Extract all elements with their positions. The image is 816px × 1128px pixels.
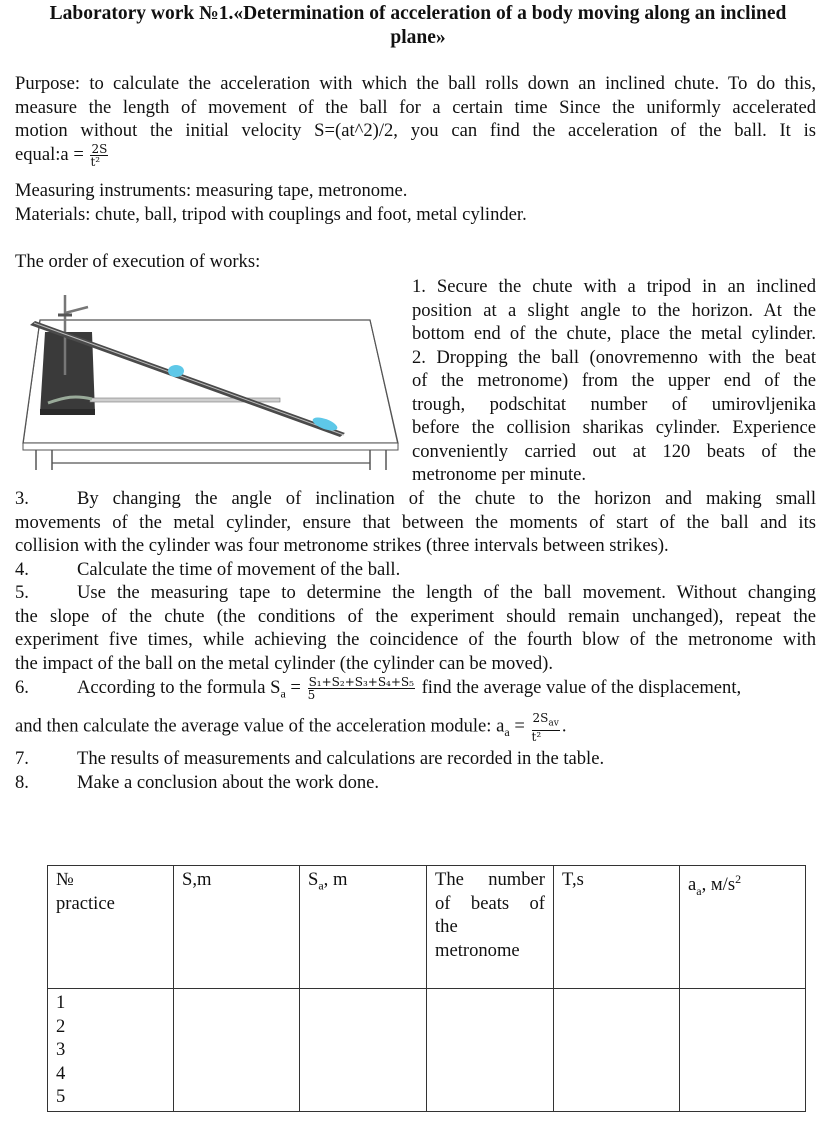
step-5-line-3: experiment five times, while achieving the coincidence of the fourth blow of the metronome with (15, 629, 816, 650)
step-5-line-1 (15, 581, 816, 605)
formula-denominator: t² (90, 154, 101, 169)
step-1-line-1: 1. Secure the chute with a tripod in an inclined (412, 276, 816, 297)
step-6-line-2-text: and then calculate the average value of the acceleration module: a (15, 715, 505, 737)
step-8-line (15, 771, 816, 795)
step-6-suffix: find the average value of the displacement, (416, 677, 742, 698)
header-t: T,s (554, 866, 680, 989)
step-6-line-2 (15, 712, 816, 745)
step-1-line-3: bottom end of the chute, place the metal cylinder. (412, 323, 816, 344)
steps-1-2 (412, 275, 816, 487)
purpose-paragraph (15, 72, 816, 168)
title-line-1: Laboratory work №1.«Determination of acceleration of a body moving along an inclined (49, 3, 787, 24)
materials-text: Materials: chute, ball, tripod with couplings and foot, metal cylinder. (15, 204, 527, 225)
header-beats-l4: metronome (435, 939, 520, 961)
step-6-number: 6. (15, 677, 29, 698)
header-sa-main: S (308, 869, 319, 890)
header-beats-l2: of beats of (435, 892, 545, 914)
step-6-line-1 (15, 676, 816, 706)
table-row (48, 989, 806, 1112)
apparatus-illustration (20, 285, 405, 475)
t-value-cell[interactable] (554, 989, 680, 1112)
purpose-formula-line (15, 143, 816, 168)
steps-7-8 (15, 747, 816, 794)
acc-denominator: t² (531, 729, 542, 744)
acc-numerator (532, 712, 560, 730)
aa-value-cell[interactable] (680, 989, 806, 1112)
header-aa-sub: a (696, 883, 702, 898)
acc-numerator-main: 2S (532, 711, 549, 726)
formula-prefix: equal:a = (15, 143, 84, 165)
header-beats (427, 866, 554, 989)
step-6-eq: = (285, 677, 301, 698)
purpose-line-2: measure the length of movement of the ball for a certain time Since the uniformly accelerated (15, 96, 816, 118)
row-number: 2 (56, 1015, 66, 1037)
order-heading: The order of execution of works: (15, 251, 261, 272)
step-6-prefix: According to the formula S (77, 677, 281, 698)
header-practice (48, 866, 174, 989)
step-2-line-3: trough, podschitat number of umirovljenika (412, 393, 816, 415)
average-acceleration-formula (532, 712, 560, 742)
page-title (0, 2, 816, 50)
average-displacement-formula (308, 676, 415, 701)
formula-numerator: 2S (91, 141, 108, 156)
title-line-2: plane» (390, 27, 446, 48)
practice-numbers-cell (48, 989, 174, 1112)
step-1-line-2: position at a slight angle to the horizon. At the (412, 299, 816, 321)
step-4-number: 4. (15, 558, 29, 580)
header-sa-rest: , m (323, 869, 348, 890)
header-s: S,m (174, 866, 300, 989)
step-8-number: 8. (15, 771, 29, 793)
step-5-line-2: the slope of the chute (the conditions of the experiment should remain unchanged), repeat the (15, 605, 816, 627)
row-number: 5 (56, 1086, 66, 1107)
step-2-line-1: 2. Dropping the ball (onovremenno with the beat (412, 346, 816, 368)
row-number: 1 (56, 992, 66, 1013)
inclined-plane-figure (20, 285, 405, 475)
sa-value-cell[interactable] (300, 989, 427, 1112)
avg-denominator: 5 (307, 688, 316, 703)
step-7-number: 7. (15, 748, 29, 769)
step-4-text: Calculate the time of movement of the ball. (77, 558, 401, 580)
header-beats-l1: The number (435, 869, 545, 890)
step-6-line-2-sub: a (504, 725, 510, 740)
header-beats-l3: the (435, 916, 458, 937)
step-5-line-4: the impact of the ball on the metal cylinder (the cylinder can be moved). (15, 652, 553, 674)
header-sa-sub: a (318, 878, 324, 893)
step-4-line (15, 558, 816, 582)
step-2-line-2: of the metronome) from the upper end of the (412, 370, 816, 391)
header-sa (300, 866, 427, 989)
purpose-line-3: motion without the initial velocity S=(at^2)/2, you can find the acceleration of the ball. It is (15, 120, 816, 141)
step-3-line-3: collision with the cylinder was four metronome strikes (three intervals between strikes). (15, 535, 669, 556)
step-6-line-2-end: . (561, 715, 567, 737)
table-header-row (48, 866, 806, 989)
step-3-text: By changing the angle of inclination of the chute to the horizon and making small (77, 488, 816, 509)
beats-value-cell[interactable] (427, 989, 554, 1112)
avg-numerator: S₁+S₂+S₃+S₄+S₅ (308, 675, 414, 690)
step-7-line (15, 747, 816, 771)
header-aa-rest: , м/s (701, 874, 736, 896)
header-aa-sup: 2 (735, 872, 742, 886)
purpose-line-1: Purpose: to calculate the acceleration with which the ball rolls down an inclined chute. To do this, (15, 73, 816, 94)
header-aa-main: a (688, 874, 697, 896)
step-2-line-6: metronome per minute. (412, 464, 587, 485)
header-practice-l1: № (56, 869, 74, 890)
step-6-sub: a (280, 686, 286, 701)
step-3-line-1 (15, 487, 816, 511)
header-aa (680, 866, 806, 989)
s-values-cell[interactable] (174, 989, 300, 1112)
step-2-line-5: conveniently carried out at 120 beats of the (412, 440, 816, 462)
row-number: 4 (56, 1062, 66, 1084)
acceleration-formula (90, 143, 108, 168)
step-5-text: Use the measuring tape to determine the length of the ball movement. Without changing (77, 582, 816, 603)
step-6 (15, 676, 816, 745)
step-8-text: Make a conclusion about the work done. (77, 771, 380, 793)
step-6-line-2-eq: = (509, 715, 525, 737)
instruments-text: Measuring instruments: measuring tape, metronome. (15, 180, 408, 201)
header-practice-l2: practice (56, 892, 115, 914)
results-table (47, 865, 806, 1112)
step-5-number: 5. (15, 582, 29, 603)
step-3-number: 3. (15, 488, 29, 509)
steps-3-5 (15, 487, 816, 675)
step-3-line-2: movements of the metal cylinder, ensure that between the moments of start of the ball and its (15, 511, 816, 533)
step-7-text: The results of measurements and calculations are recorded in the table. (77, 748, 605, 769)
row-number: 3 (56, 1039, 66, 1060)
step-2-line-4: before the collision sharikas cylinder. Experience (412, 417, 816, 438)
acc-numerator-sub: av (548, 718, 559, 729)
